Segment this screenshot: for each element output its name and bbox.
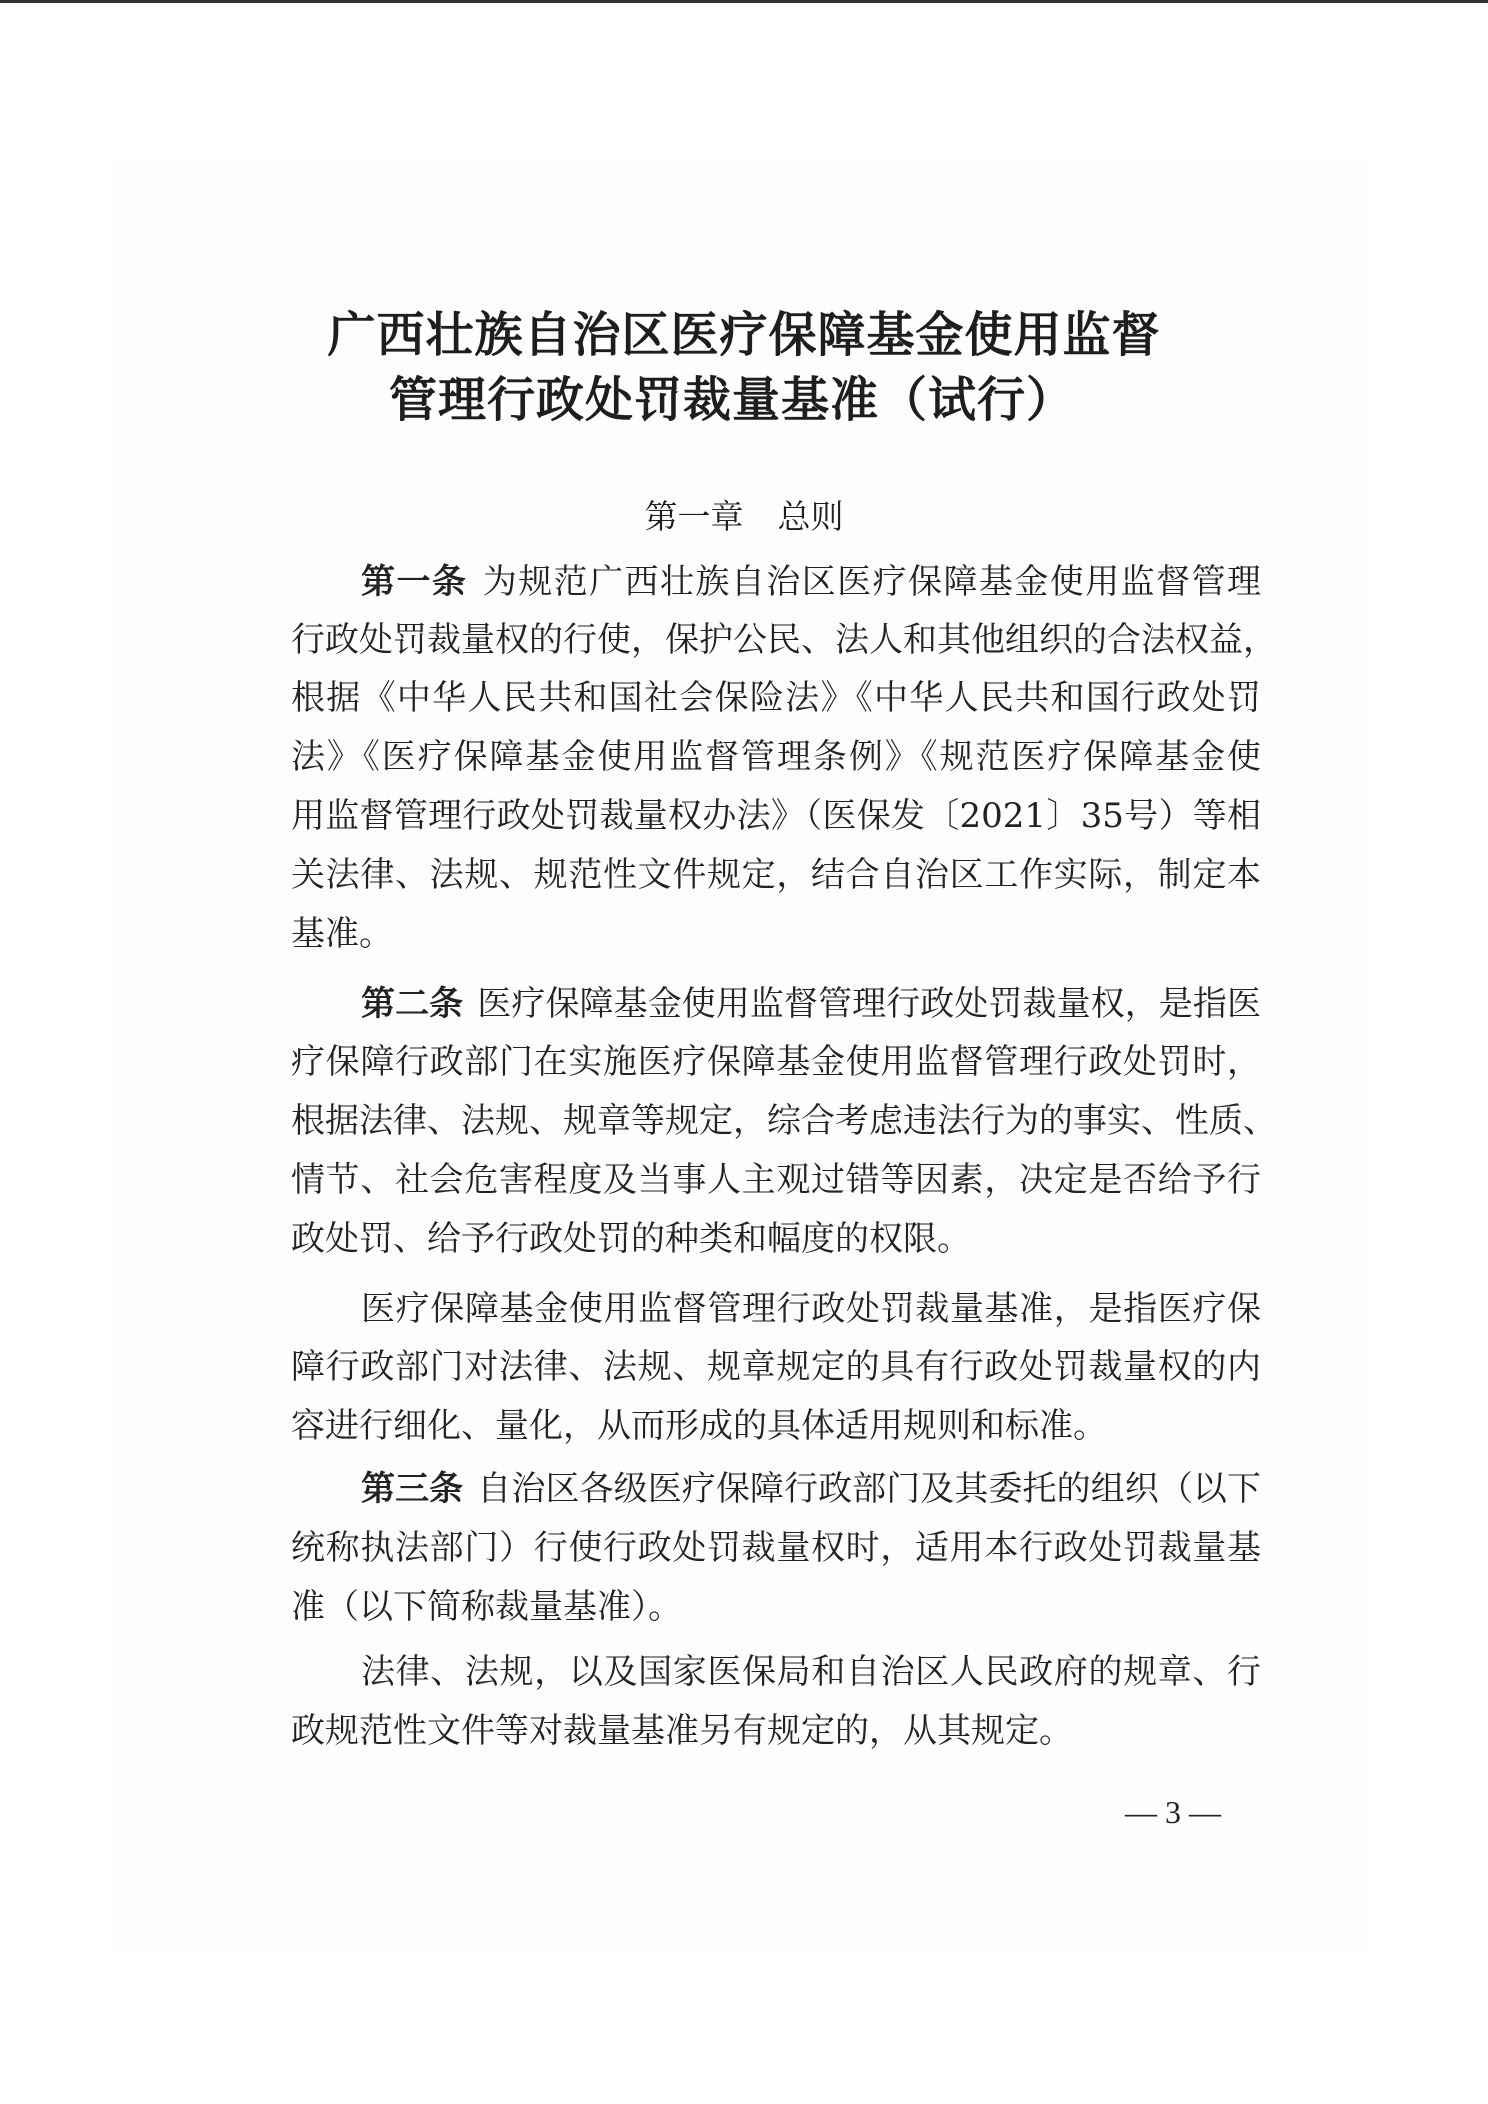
article-2-para-2-line-2: 障行政部门对法律、法规、规章规定的具有行政处罚裁量权的内	[291, 1347, 1261, 1387]
article-3-line-1: 第三条 自治区各级医疗保障行政部门及其委托的组织（以下	[361, 1469, 1262, 1509]
article-1-line-4: 法》《医疗保障基金使用监督管理条例》《规范医疗保障基金使	[291, 737, 1261, 777]
article-2-line-3: 根据法律、法规、规章等规定，综合考虑违法行为的事实、性质、	[291, 1101, 1277, 1141]
article-1-line-7: 基准。	[291, 914, 393, 954]
article-2-label: 第二条	[361, 984, 464, 1024]
article-2-line-4: 情节、社会危害程度及当事人主观过错等因素，决定是否给予行	[291, 1160, 1261, 1200]
article-3-line-3: 准（以下简称裁量基准）。	[291, 1587, 682, 1627]
article-1-line-1: 第一条 为规范广西壮族自治区医疗保障基金使用监督管理	[361, 562, 1262, 602]
article-1-label: 第一条	[361, 562, 468, 602]
article-3-line-2: 统称执法部门）行使行政处罚裁量权时，适用本行政处罚裁量基	[291, 1528, 1261, 1568]
article-2-line-5: 政处罚、给予行政处罚的种类和幅度的权限。	[291, 1219, 971, 1259]
article-3-label: 第三条	[361, 1469, 464, 1509]
document-title-line-2: 管理行政处罚裁量基准（试行）	[388, 372, 1075, 428]
top-border	[0, 0, 1488, 3]
article-2-line-1: 第二条 医疗保障基金使用监督管理行政处罚裁量权，是指医	[361, 984, 1262, 1024]
article-2-para-2-line-3: 容进行细化、量化，从而形成的具体适用规则和标准。	[291, 1406, 1107, 1446]
article-1-line-2: 行政处罚裁量权的行使，保护公民、法人和其他组织的合法权益，	[291, 620, 1277, 660]
article-1-line-5: 用监督管理行政处罚裁量权办法》（医保发〔2021〕35号）等相	[291, 796, 1261, 836]
article-3-para-2-line-1: 法律、法规，以及国家医保局和自治区人民政府的规章、行	[361, 1652, 1261, 1692]
chapter-name: 总则	[777, 497, 844, 536]
chapter-number: 第一章	[644, 497, 744, 536]
article-2-line-2: 疗保障行政部门在实施医疗保障基金使用监督管理行政处罚时，	[291, 1042, 1261, 1082]
article-2-para-2-line-1: 医疗保障基金使用监督管理行政处罚裁量基准，是指医疗保	[361, 1289, 1261, 1329]
article-3-para-2-line-2: 政规范性文件等对裁量基准另有规定的，从其规定。	[291, 1711, 1073, 1751]
chapter-heading	[0, 495, 1488, 539]
page-number: — 3 —	[1125, 1794, 1221, 1830]
article-1-line-3: 根据《中华人民共和国社会保险法》《中华人民共和国行政处罚	[291, 678, 1261, 718]
document-title-line-1: 广西壮族自治区医疗保障基金使用监督	[327, 307, 1161, 363]
article-1-line-6: 关法律、法规、规范性文件规定，结合自治区工作实际，制定本	[291, 855, 1261, 895]
